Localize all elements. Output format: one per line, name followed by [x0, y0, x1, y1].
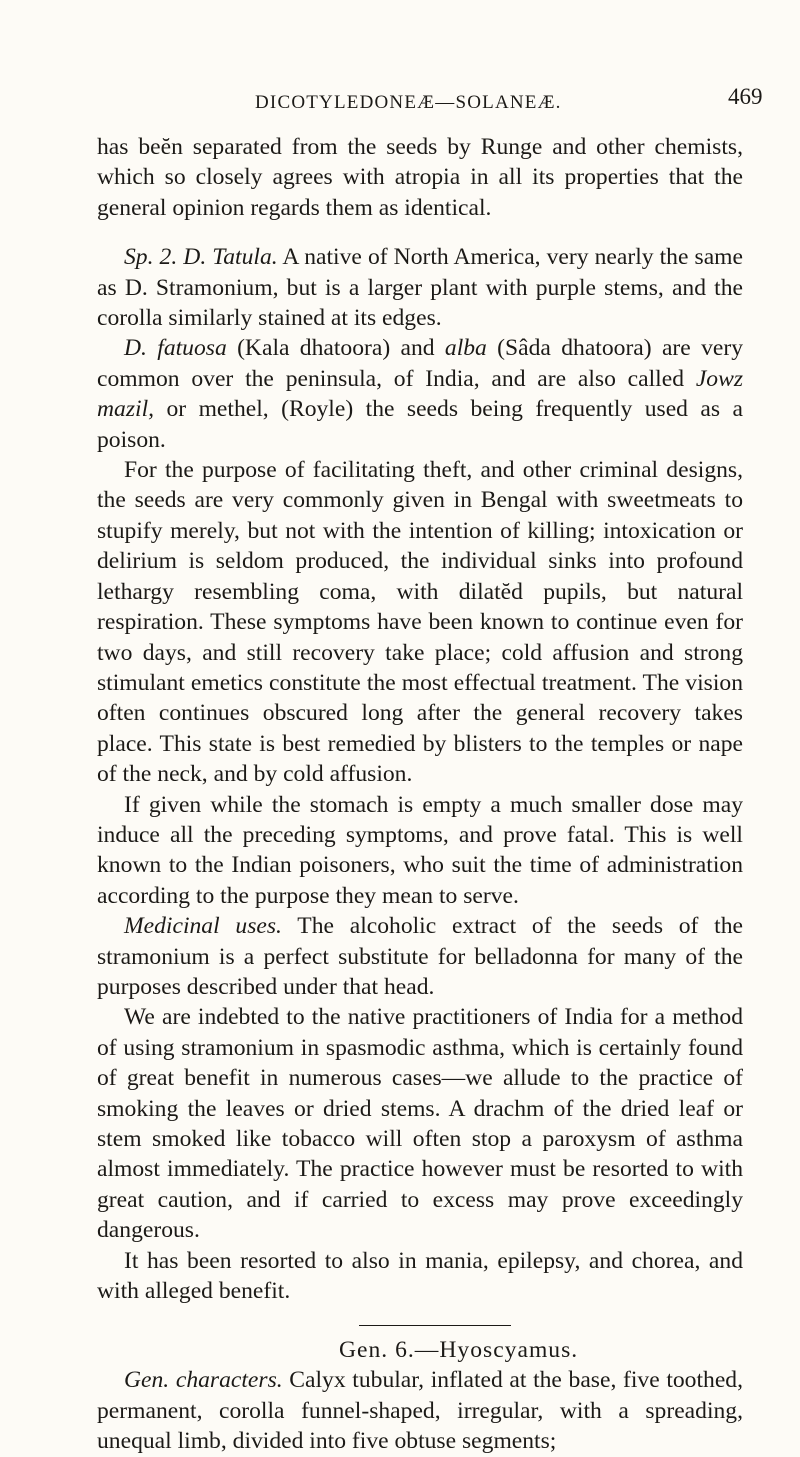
species-lead: Sp. 2. D. Tatula.: [124, 244, 278, 271]
paragraph-mania: [97, 1246, 743, 1307]
section-lead: Gen. characters.: [124, 1367, 283, 1394]
paragraph-asthma: [97, 1002, 743, 1245]
paragraph-text: (Kala dhatoora) and: [226, 335, 445, 362]
body-text: [97, 132, 743, 1457]
vernacular-name: Jowz mazil,: [97, 365, 743, 423]
paragraph-text: We are indebted to the native practitioners of India for a method of using stramonium in spasmodic asthma, which is certainly found of great benefit in numerous cases—we allude to the practice of smoking the leaves or dried stems. A drachm of the dried leaf or stem smoked like tobacco will often stop a paroxysm of asthma almost immediately. The practice however must be resorted to with great caution, and if carried to excess may prove exceedingly dangerous.: [97, 1004, 743, 1244]
paragraph-text: has beĕn separated from the seeds by Runge and other chemists, which so closely agrees with atropia in all its properties that the general opinion regards them as identical.: [97, 134, 743, 221]
paragraph-text: For the purpose of facilitating theft, and other criminal designs, the seeds are very commonly given in Bengal with sweetmeats to stupify merely, but not with the intention of killing; intoxication or delirium is seldom produced, the individual sinks into profound lethargy resembling coma, with dilatĕd pupils, but natural respiration. These symptoms have been known to continue even for two days, and still recovery take place; cold affusion and strong stimulant emetics constitute the most effectual treatment. The vision often continues obscured long after the general recovery takes place. This state is best remedied by blisters to the temples or nape of the neck, and by cold affusion.: [97, 457, 743, 788]
species-name-alba: alba: [444, 335, 487, 362]
species-lead: D. fatuosa: [124, 335, 227, 362]
paragraph-empty-stomach: [97, 790, 743, 912]
running-head: [0, 80, 800, 114]
paragraph-text: A native of North America, very nearly the same as D. Stramonium, but is a larger plant with purple stems, and the corolla similarly stained at its edges.: [97, 244, 743, 332]
section-lead: Medicinal uses.: [124, 913, 282, 940]
paragraph-text: (Sâda dhatoora) are very common over the peninsula, of India, and are also called: [97, 335, 743, 392]
paragraph-text: or methel, (Royle) the seeds being frequently used as a poison.: [97, 396, 743, 453]
paragraph-text: Calyx tubular, inflated at the base, five toothed, permanent, corolla funnel-shaped, irregular, with a spreading, unequal limb, divided into five obtuse segments;: [97, 1367, 743, 1455]
paragraph-genus-characters: [97, 1365, 743, 1456]
paragraph-text: It has been resorted to also in mania, epilepsy, and chorea, and with alleged benefit.: [97, 1247, 743, 1305]
paragraph-continuation: [97, 132, 743, 223]
paragraph-species-tatula: [97, 242, 743, 333]
paragraph-criminal-use: [97, 455, 743, 789]
genus-heading: Gen. 6.—Hyoscyamus.: [339, 1337, 579, 1364]
paragraph-text: If given while the stomach is empty a much smaller dose may induce all the preceding symptoms, and prove fatal. This is well known to the Indian poisoners, who suit the time of administration according to the purpose they mean to serve.: [97, 791, 743, 909]
page-number: 469: [728, 84, 763, 109]
paragraph-medicinal-uses: [97, 911, 743, 1002]
section-divider: [359, 1325, 511, 1326]
paragraph-text: The alcoholic extract of the seeds of the stramonium is a perfect substitute for belladonna for many of the purposes described under that head.: [97, 913, 743, 1000]
running-title: DICOTYLEDONEÆ—SOLANEÆ.: [255, 92, 562, 113]
paragraph-fatuosa: [97, 333, 743, 455]
